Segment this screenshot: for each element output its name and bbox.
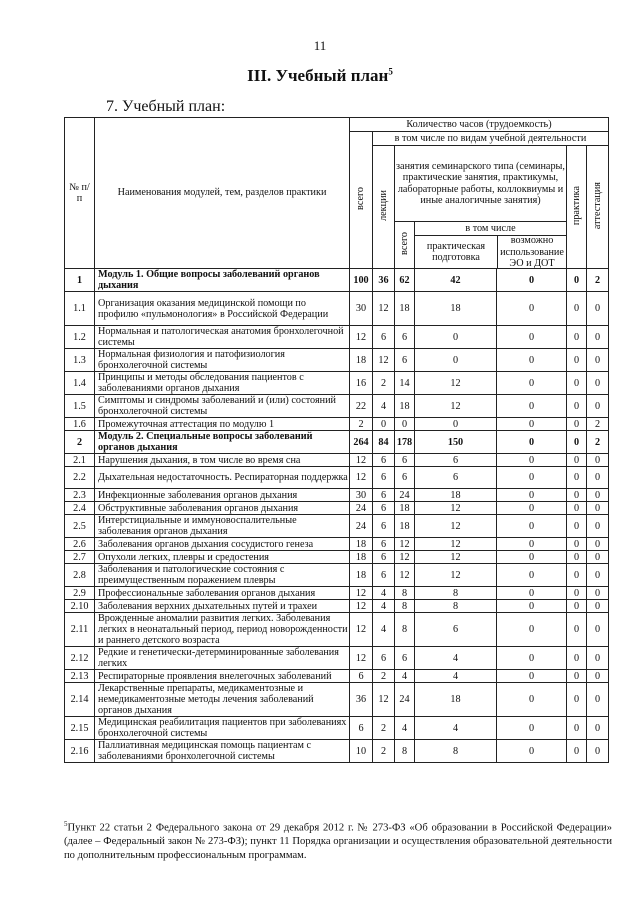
cell-prac: 0: [415, 418, 497, 431]
cell-practice: 0: [567, 431, 587, 454]
cell-prac: 8: [415, 600, 497, 613]
header-seminars-total-text: всего: [398, 232, 410, 255]
cell-name: Дыхательная недостаточность. Респираторная поддержка: [95, 467, 350, 489]
cell-total: 24: [350, 515, 373, 538]
cell-att: 0: [587, 564, 609, 587]
cell-practice: 0: [567, 564, 587, 587]
cell-prac: 42: [415, 269, 497, 292]
cell-prac: 150: [415, 431, 497, 454]
cell-total: 24: [350, 502, 373, 515]
cell-sem: 6: [395, 454, 415, 467]
cell-lec: 2: [373, 740, 395, 763]
cell-sem: 18: [395, 395, 415, 418]
cell-name: Опухоли легких, плевры и средостения: [95, 551, 350, 564]
cell-practice: 0: [567, 613, 587, 647]
cell-lec: 6: [373, 515, 395, 538]
table-row: [65, 292, 609, 326]
table-row: [65, 395, 609, 418]
cell-total: 12: [350, 613, 373, 647]
cell-practice: 0: [567, 269, 587, 292]
cell-total: 18: [350, 349, 373, 372]
table-row: [65, 683, 609, 717]
cell-prac: 4: [415, 670, 497, 683]
cell-total: 18: [350, 551, 373, 564]
cell-att: 2: [587, 431, 609, 454]
cell-name: Нарушения дыхания, в том числе во время сна: [95, 454, 350, 467]
cell-practice: 0: [567, 349, 587, 372]
cell-sem: 62: [395, 269, 415, 292]
header-num: № п/ п: [65, 118, 95, 269]
cell-sem: 0: [395, 418, 415, 431]
cell-num: 2.14: [65, 683, 95, 717]
cell-prac: 12: [415, 515, 497, 538]
cell-eo: 0: [497, 431, 567, 454]
cell-sem: 6: [395, 326, 415, 349]
footnote: [64, 820, 612, 862]
cell-att: 2: [587, 269, 609, 292]
cell-num: 1.3: [65, 349, 95, 372]
cell-lec: 4: [373, 600, 395, 613]
cell-sem: 24: [395, 683, 415, 717]
cell-name: Врожденные аномалии развития легких. Заболевания легких в неонатальный период, период новорожденности и раннего детского возраста: [95, 613, 350, 647]
cell-sem: 18: [395, 515, 415, 538]
cell-lec: 6: [373, 454, 395, 467]
header-attestation: [587, 146, 609, 269]
cell-prac: 12: [415, 538, 497, 551]
cell-sem: 8: [395, 600, 415, 613]
cell-name: Организация оказания медицинской помощи по профилю «пульмонология» в Российской Федерации: [95, 292, 350, 326]
cell-lec: 2: [373, 670, 395, 683]
table-row: [65, 564, 609, 587]
cell-eo: 0: [497, 395, 567, 418]
cell-total: 12: [350, 587, 373, 600]
table-row: [65, 502, 609, 515]
cell-att: 0: [587, 647, 609, 670]
cell-sem: 12: [395, 551, 415, 564]
cell-total: 22: [350, 395, 373, 418]
cell-name: Редкие и генетически-детерминированные заболевания легких: [95, 647, 350, 670]
cell-att: 0: [587, 587, 609, 600]
cell-att: 0: [587, 326, 609, 349]
cell-sem: 18: [395, 292, 415, 326]
cell-prac: 6: [415, 613, 497, 647]
cell-practice: 0: [567, 647, 587, 670]
cell-sem: 14: [395, 372, 415, 395]
cell-eo: 0: [497, 454, 567, 467]
cell-att: 2: [587, 418, 609, 431]
header-practical: практическая подготовка: [415, 236, 498, 268]
header-attestation-text: аттестация: [591, 181, 603, 230]
cell-eo: 0: [497, 683, 567, 717]
cell-sem: 8: [395, 587, 415, 600]
cell-eo: 0: [497, 551, 567, 564]
cell-name: Лекарственные препараты, медикаментозные и немедикаментозные методы лечения заболеваний органов дыхания: [95, 683, 350, 717]
cell-total: 18: [350, 538, 373, 551]
table-row: [65, 647, 609, 670]
cell-lec: 4: [373, 587, 395, 600]
cell-total: 12: [350, 326, 373, 349]
cell-practice: 0: [567, 717, 587, 740]
cell-eo: 0: [497, 418, 567, 431]
cell-prac: 18: [415, 489, 497, 502]
cell-name: Заболевания верхних дыхательных путей и трахеи: [95, 600, 350, 613]
cell-att: 0: [587, 372, 609, 395]
cell-prac: 0: [415, 349, 497, 372]
cell-eo: 0: [497, 740, 567, 763]
cell-name: Заболевания и патологические состояния с преимущественным поражением плевры: [95, 564, 350, 587]
cell-practice: 0: [567, 538, 587, 551]
curriculum-table: [64, 117, 609, 763]
cell-sem: 6: [395, 467, 415, 489]
cell-eo: 0: [497, 502, 567, 515]
cell-lec: 6: [373, 502, 395, 515]
cell-num: 1.2: [65, 326, 95, 349]
cell-practice: 0: [567, 467, 587, 489]
cell-num: 2.4: [65, 502, 95, 515]
cell-name: Медицинская реабилитация пациентов при заболеваниях бронхолегочной системы: [95, 717, 350, 740]
table-row: [65, 372, 609, 395]
cell-lec: 6: [373, 467, 395, 489]
cell-num: 2.6: [65, 538, 95, 551]
cell-num: 1.1: [65, 292, 95, 326]
cell-practice: 0: [567, 489, 587, 502]
cell-name: Заболевания органов дыхания сосудистого генеза: [95, 538, 350, 551]
cell-practice: 0: [567, 551, 587, 564]
header-seminars-total: [395, 222, 415, 269]
table-row: [65, 467, 609, 489]
cell-sem: 4: [395, 717, 415, 740]
cell-num: 2.10: [65, 600, 95, 613]
cell-prac: 4: [415, 717, 497, 740]
cell-lec: 0: [373, 418, 395, 431]
header-incl-group: [415, 222, 567, 269]
cell-lec: 6: [373, 647, 395, 670]
cell-sem: 12: [395, 538, 415, 551]
table-row: [65, 740, 609, 763]
cell-practice: 0: [567, 587, 587, 600]
cell-total: 12: [350, 454, 373, 467]
cell-att: 0: [587, 538, 609, 551]
cell-practice: 0: [567, 292, 587, 326]
cell-eo: 0: [497, 515, 567, 538]
cell-num: 2.8: [65, 564, 95, 587]
cell-total: 12: [350, 647, 373, 670]
cell-name: Принципы и методы обследования пациентов с заболеваниями органов дыхания: [95, 372, 350, 395]
cell-lec: 4: [373, 613, 395, 647]
cell-practice: 0: [567, 326, 587, 349]
cell-eo: 0: [497, 717, 567, 740]
cell-total: 30: [350, 292, 373, 326]
cell-lec: 36: [373, 269, 395, 292]
cell-sem: 6: [395, 349, 415, 372]
cell-total: 12: [350, 600, 373, 613]
cell-lec: 12: [373, 292, 395, 326]
table-row: [65, 454, 609, 467]
cell-lec: 84: [373, 431, 395, 454]
header-total-text: всего: [355, 187, 367, 210]
cell-total: 10: [350, 740, 373, 763]
table-row: [65, 551, 609, 564]
cell-eo: 0: [497, 349, 567, 372]
cell-lec: 12: [373, 683, 395, 717]
cell-sem: 8: [395, 613, 415, 647]
table-row: [65, 717, 609, 740]
cell-att: 0: [587, 395, 609, 418]
cell-num: 1: [65, 269, 95, 292]
cell-eo: 0: [497, 587, 567, 600]
header-practice: [567, 146, 587, 269]
cell-total: 16: [350, 372, 373, 395]
cell-num: 2.15: [65, 717, 95, 740]
footnote-ref: 5: [388, 66, 393, 77]
header-practice-text: практика: [570, 185, 582, 226]
cell-prac: 12: [415, 372, 497, 395]
section-subtitle: 7. Учебный план:: [106, 98, 226, 115]
table-row: [65, 269, 609, 292]
header-eo-dot: возможно использование ЭО и ДОТ: [500, 235, 564, 269]
cell-num: 2.2: [65, 467, 95, 489]
table-row: [65, 538, 609, 551]
cell-att: 0: [587, 600, 609, 613]
table-row: [65, 489, 609, 502]
table-row: [65, 326, 609, 349]
cell-name: Нормальная и патологическая анатомия бронхолегочной системы: [95, 326, 350, 349]
cell-sem: 12: [395, 564, 415, 587]
cell-num: 2.3: [65, 489, 95, 502]
table-row: [65, 418, 609, 431]
cell-practice: 0: [567, 670, 587, 683]
cell-total: 2: [350, 418, 373, 431]
cell-prac: 8: [415, 587, 497, 600]
cell-eo: 0: [497, 613, 567, 647]
cell-num: 2.9: [65, 587, 95, 600]
page-title-text: III. Учебный план: [247, 66, 389, 85]
cell-total: 36: [350, 683, 373, 717]
table-row: [65, 587, 609, 600]
cell-num: 2.5: [65, 515, 95, 538]
cell-sem: 8: [395, 740, 415, 763]
cell-eo: 0: [497, 269, 567, 292]
cell-total: 264: [350, 431, 373, 454]
cell-lec: 4: [373, 395, 395, 418]
cell-att: 0: [587, 489, 609, 502]
cell-att: 0: [587, 740, 609, 763]
cell-prac: 12: [415, 551, 497, 564]
cell-lec: 6: [373, 551, 395, 564]
cell-practice: 0: [567, 454, 587, 467]
header-lectures-text: лекции: [377, 190, 389, 221]
cell-name: Респираторные проявления внелегочных заболеваний: [95, 670, 350, 683]
cell-total: 30: [350, 489, 373, 502]
cell-num: 1.6: [65, 418, 95, 431]
cell-eo: 0: [497, 326, 567, 349]
cell-name: Паллиативная медицинская помощь пациентам с заболеваниями бронхолегочной системы: [95, 740, 350, 763]
cell-practice: 0: [567, 372, 587, 395]
cell-sem: 24: [395, 489, 415, 502]
cell-eo: 0: [497, 600, 567, 613]
cell-total: 6: [350, 717, 373, 740]
cell-att: 0: [587, 349, 609, 372]
cell-num: 2.12: [65, 647, 95, 670]
footnote-mark: 5: [64, 820, 68, 828]
cell-eo: 0: [497, 467, 567, 489]
cell-practice: 0: [567, 600, 587, 613]
cell-num: 1.4: [65, 372, 95, 395]
cell-name: Модуль 2. Специальные вопросы заболеваний органов дыхания: [95, 431, 350, 454]
cell-lec: 6: [373, 326, 395, 349]
cell-att: 0: [587, 670, 609, 683]
cell-num: 2: [65, 431, 95, 454]
cell-att: 0: [587, 717, 609, 740]
cell-name: Профессиональные заболевания органов дыхания: [95, 587, 350, 600]
cell-name: Симптомы и синдромы заболеваний и (или) состояний бронхолегочной системы: [95, 395, 350, 418]
cell-prac: 12: [415, 502, 497, 515]
cell-practice: 0: [567, 740, 587, 763]
cell-practice: 0: [567, 515, 587, 538]
cell-practice: 0: [567, 418, 587, 431]
page-number: 11: [313, 38, 327, 53]
table-row: [65, 670, 609, 683]
header-lectures: [373, 146, 395, 269]
cell-name: Нормальная физиология и патофизиология бронхолегочной системы: [95, 349, 350, 372]
cell-lec: 6: [373, 489, 395, 502]
cell-name: Обструктивные заболевания органов дыхания: [95, 502, 350, 515]
cell-num: 2.7: [65, 551, 95, 564]
cell-prac: 8: [415, 740, 497, 763]
cell-lec: 6: [373, 538, 395, 551]
cell-lec: 12: [373, 349, 395, 372]
cell-sem: 6: [395, 647, 415, 670]
cell-prac: 6: [415, 454, 497, 467]
cell-sem: 4: [395, 670, 415, 683]
footnote-text: Пункт 22 статьи 2 Федерального закона от 29 декабря 2012 г. № 273-ФЗ «Об образовании в Российской Федерации» (далее – Федеральный закон № 273-ФЗ); пункт 11 Порядка организации и осуществления образовательной деятельности по дополнительным профессиональным программам.: [64, 822, 612, 861]
table-row: [65, 349, 609, 372]
cell-eo: 0: [497, 647, 567, 670]
cell-prac: 12: [415, 395, 497, 418]
cell-total: 100: [350, 269, 373, 292]
cell-sem: 178: [395, 431, 415, 454]
header-name: Наименования модулей, тем, разделов практики: [95, 118, 350, 269]
cell-prac: 0: [415, 326, 497, 349]
cell-name: Промежуточная аттестация по модулю 1: [95, 418, 350, 431]
table-row: [65, 600, 609, 613]
cell-eo: 0: [497, 292, 567, 326]
cell-att: 0: [587, 515, 609, 538]
cell-total: 6: [350, 670, 373, 683]
cell-eo: 0: [497, 489, 567, 502]
cell-prac: 18: [415, 292, 497, 326]
cell-name: Модуль 1. Общие вопросы заболеваний органов дыхания: [95, 269, 350, 292]
page-title: [0, 66, 640, 86]
cell-prac: 6: [415, 467, 497, 489]
cell-num: 2.13: [65, 670, 95, 683]
cell-num: 2.1: [65, 454, 95, 467]
header-total: [350, 132, 373, 269]
cell-prac: 4: [415, 647, 497, 670]
cell-practice: 0: [567, 395, 587, 418]
table-row: [65, 431, 609, 454]
cell-att: 0: [587, 292, 609, 326]
cell-num: 2.11: [65, 613, 95, 647]
header-hours: Количество часов (трудоемкость): [350, 118, 609, 132]
cell-att: 0: [587, 683, 609, 717]
cell-total: 12: [350, 467, 373, 489]
cell-num: 1.5: [65, 395, 95, 418]
cell-att: 0: [587, 467, 609, 489]
header-incl-subcols: [415, 236, 566, 268]
cell-num: 2.16: [65, 740, 95, 763]
cell-lec: 2: [373, 372, 395, 395]
cell-prac: 12: [415, 564, 497, 587]
table-row: [65, 515, 609, 538]
cell-total: 18: [350, 564, 373, 587]
cell-name: Интерстициальные и иммуновоспалительные заболевания органов дыхания: [95, 515, 350, 538]
header-seminars: занятия семинарского типа (семинары, практические занятия, практикумы, лабораторные работы, коллоквиумы и иные аналогичные занятия): [395, 146, 567, 222]
cell-lec: 2: [373, 717, 395, 740]
cell-sem: 18: [395, 502, 415, 515]
table-body: [65, 269, 609, 763]
cell-lec: 6: [373, 564, 395, 587]
cell-eo: 0: [497, 538, 567, 551]
cell-att: 0: [587, 502, 609, 515]
cell-practice: 0: [567, 683, 587, 717]
cell-name: Инфекционные заболевания органов дыхания: [95, 489, 350, 502]
cell-prac: 18: [415, 683, 497, 717]
header-by-type: в том числе по видам учебной деятельности: [373, 132, 609, 146]
cell-eo: 0: [497, 564, 567, 587]
cell-eo: 0: [497, 372, 567, 395]
cell-att: 0: [587, 613, 609, 647]
cell-eo: 0: [497, 670, 567, 683]
cell-practice: 0: [567, 502, 587, 515]
header-incl: в том числе: [415, 222, 566, 236]
table-row: [65, 613, 609, 647]
cell-att: 0: [587, 551, 609, 564]
cell-att: 0: [587, 454, 609, 467]
